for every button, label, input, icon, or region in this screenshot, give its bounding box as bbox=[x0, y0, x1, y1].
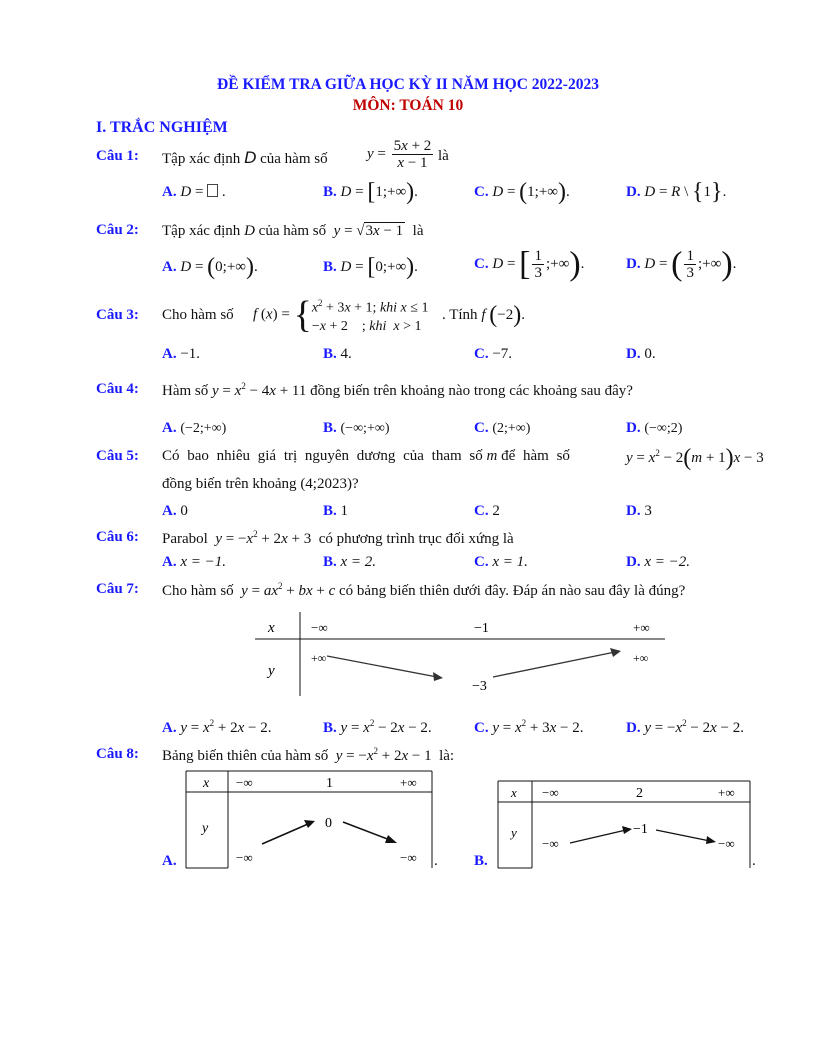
option-d[interactable]: D. (−∞;2) bbox=[626, 420, 683, 436]
x-value: +∞ bbox=[633, 620, 650, 635]
formula: $y = x^2 - 2(m + 1)x - 3$ bbox=[626, 445, 764, 471]
question-stem: Tập xác định bbox=[162, 151, 241, 167]
x-label: x bbox=[203, 776, 210, 791]
x-value: −1 bbox=[474, 621, 489, 636]
x-value: −∞ bbox=[542, 785, 559, 800]
x-value: −∞ bbox=[236, 775, 253, 790]
x-label: x bbox=[511, 785, 517, 800]
y-label: y bbox=[268, 663, 275, 679]
question-text: Parabol $y = -x^2 + 2x + 3$ có phương trình trục đối xứng là bbox=[162, 529, 514, 547]
y-value: −∞ bbox=[400, 850, 417, 865]
option-b[interactable]: B. D = [0;+∞). bbox=[323, 254, 418, 280]
question-label: Câu 8: bbox=[96, 746, 139, 762]
option-b[interactable]: B. x = 2. bbox=[323, 554, 377, 570]
question-label: Câu 3: bbox=[96, 307, 139, 323]
question-label: Câu 6: bbox=[96, 529, 139, 545]
question-stem: Cho hàm số bbox=[162, 307, 234, 323]
option-c[interactable]: C. x = 1. bbox=[474, 554, 528, 570]
x-value: +∞ bbox=[400, 775, 417, 790]
question-label: Câu 4: bbox=[96, 381, 139, 397]
option-a[interactable]: A. (−2;+∞) bbox=[162, 420, 227, 436]
option-d[interactable]: D. 3 bbox=[626, 503, 652, 519]
option-a-label[interactable]: A. bbox=[162, 853, 177, 869]
y-value: −∞ bbox=[236, 850, 253, 865]
question-text-line2: đồng biến trên khoảng (4;2023)? bbox=[162, 476, 359, 492]
question-stem-mid: của hàm số bbox=[260, 151, 328, 167]
x-value: 1 bbox=[326, 776, 333, 791]
option-d[interactable]: D. $y = -x^2 - 2x - 2$. bbox=[626, 718, 744, 736]
y-value: 0 bbox=[325, 816, 332, 831]
y-label: y bbox=[511, 825, 517, 840]
option-c[interactable]: C. D = [ $\frac{1}{3}$ ;+∞). bbox=[474, 245, 585, 283]
question-label: Câu 2: bbox=[96, 222, 139, 238]
option-b[interactable]: B. D = [1;+∞). bbox=[323, 179, 418, 205]
question-text: Tập xác định D của hàm số bbox=[162, 148, 328, 167]
question-text: Bảng biến thiên của hàm số $y = -x^2 + 2x - 1$ là: bbox=[162, 746, 455, 764]
option-c[interactable]: C. (2;+∞) bbox=[474, 420, 531, 436]
option-d[interactable]: D. x = −2. bbox=[626, 554, 690, 570]
question-stem-end: là bbox=[438, 148, 449, 164]
x-value: +∞ bbox=[718, 785, 735, 800]
y-value: +∞ bbox=[633, 651, 649, 665]
question-label: Câu 1: bbox=[96, 148, 139, 164]
option-a[interactable]: A. D = . bbox=[162, 184, 226, 200]
option-c[interactable]: C. D = (1;+∞). bbox=[474, 179, 570, 205]
option-a[interactable]: A. −1. bbox=[162, 346, 201, 362]
question-label: Câu 5: bbox=[96, 448, 139, 464]
question-text: Hàm số $y = x^2 - 4x + 11$ đồng biến trên khoảng nào trong các khoảng sau đây? bbox=[162, 381, 633, 399]
option-b[interactable]: B. $y = x^2 - 2x - 2$. bbox=[323, 718, 432, 736]
y-value: −1 bbox=[633, 822, 648, 837]
option-a[interactable]: A. D = (0;+∞). bbox=[162, 254, 258, 280]
section-heading: I. TRẮC NGHIỆM bbox=[96, 119, 228, 136]
option-c[interactable]: C. 2 bbox=[474, 503, 500, 519]
variation-table-q7 bbox=[255, 612, 675, 702]
x-value: 2 bbox=[636, 786, 643, 801]
variation-table-option-b[interactable] bbox=[492, 780, 762, 872]
y-label: y bbox=[202, 821, 209, 836]
option-c[interactable]: C. $y = x^2 + 3x - 2$. bbox=[474, 718, 584, 736]
option-d[interactable]: D. D = R \ {1}. bbox=[626, 179, 727, 205]
x-value: −∞ bbox=[311, 620, 328, 635]
y-value: +∞ bbox=[311, 651, 327, 665]
option-a[interactable]: A. 0 bbox=[162, 503, 188, 519]
formula-fraction: y = $\frac{5x + 2}{x - 1}$ bbox=[367, 138, 432, 171]
option-d[interactable]: D. D = ( $\frac{1}{3}$ ;+∞). bbox=[626, 245, 737, 283]
exam-subject: MÔN: TOÁN 10 bbox=[352, 97, 464, 114]
option-d[interactable]: D. 0. bbox=[626, 346, 656, 362]
exam-title: ĐỀ KIỂM TRA GIỮA HỌC KỲ II NĂM HỌC 2022-2023 bbox=[217, 76, 599, 93]
option-b[interactable]: B. (−∞;+∞) bbox=[323, 420, 390, 436]
y-value: −3 bbox=[472, 679, 487, 694]
option-b[interactable]: B. 1 bbox=[323, 503, 349, 519]
y-value: −∞ bbox=[718, 836, 735, 851]
piecewise-function: f $(x) = \{x^2 + 3x + 1$; khi x ≤ 1 −x + 2 ; khi x > 1 bbox=[253, 293, 429, 336]
option-c[interactable]: C. −7. bbox=[474, 346, 513, 362]
option-b-label[interactable]: B. bbox=[474, 853, 488, 869]
option-a[interactable]: A. $y = x^2 + 2x - 2$. bbox=[162, 718, 272, 736]
y-value: −∞ bbox=[542, 836, 559, 851]
variation-table-option-a[interactable] bbox=[180, 770, 440, 872]
question-text: Có bao nhiêu giá trị nguyên dương của tham số m để hàm số bbox=[162, 448, 570, 464]
option-a[interactable]: A. x = −1. bbox=[162, 554, 226, 570]
option-b[interactable]: B. 4. bbox=[323, 346, 352, 362]
question-text: Cho hàm số $y = ax^2$ + bx + c có bảng biến thiên dưới đây. Đáp án nào sau đây là đúng? bbox=[162, 581, 686, 599]
x-label: x bbox=[268, 620, 275, 636]
question-text: Tập xác định D của hàm số y = √3x − 1 là bbox=[162, 223, 424, 239]
question-label: Câu 7: bbox=[96, 581, 139, 597]
